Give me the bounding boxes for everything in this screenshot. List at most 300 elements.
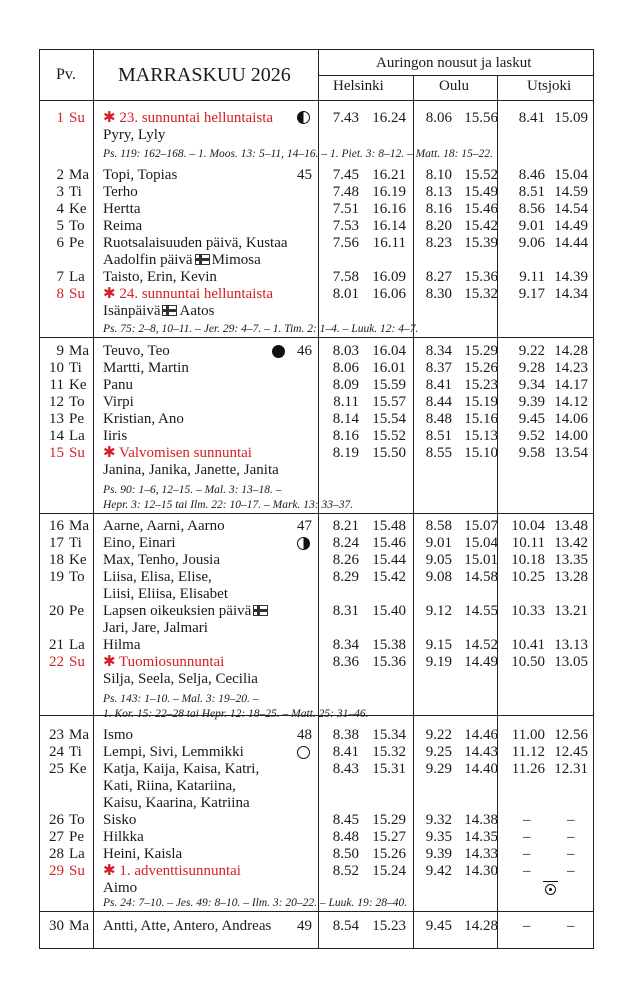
name-day: Ruotsalaisuuden päivä, Kustaa — [103, 235, 288, 251]
helsinki-sunset: 15.40 — [372, 603, 406, 619]
helsinki-sunrise: 7.56 — [332, 235, 359, 251]
helsinki-sunset: 15.42 — [372, 569, 406, 585]
helsinki-sunrise: 8.38 — [332, 727, 359, 743]
helsinki-sunset: 15.46 — [372, 535, 406, 551]
oulu-sunset: 14.33 — [464, 846, 498, 862]
day-number: 4 — [56, 201, 64, 217]
oulu-sunrise: 8.48 — [425, 411, 452, 427]
name-day: Teuvo, Teo — [103, 343, 170, 359]
last-quarter-moon-icon — [297, 111, 310, 124]
oulu-sunset: 15.36 — [464, 269, 498, 285]
column-divider-date — [93, 49, 94, 949]
oulu-sunrise: 9.35 — [425, 829, 452, 845]
name-day: Terho — [103, 184, 138, 200]
helsinki-sunset: 15.50 — [372, 445, 406, 461]
helsinki-sunset: 15.26 — [372, 846, 406, 862]
oulu-sunset: 15.23 — [464, 377, 498, 393]
weekday: To — [69, 569, 85, 585]
helsinki-sunset: 16.01 — [372, 360, 406, 376]
oulu-sunrise: 8.27 — [425, 269, 452, 285]
day-number: 21 — [49, 637, 64, 653]
helsinki-sunrise: 8.36 — [332, 654, 359, 670]
name-day: Janina, Janika, Janette, Janita — [103, 462, 279, 478]
name-day: Aarne, Aarni, Aarno — [103, 518, 225, 534]
utsjoki-sunrise: 9.45 — [518, 411, 545, 427]
oulu-sunrise: 9.01 — [425, 535, 452, 551]
helsinki-sunset: 15.57 — [372, 394, 406, 410]
reading-text: 1. Kor. 15: 22–28 tai Hepr. 12: 18–25. – Matt. 25: 31–46. — [103, 708, 369, 720]
finnish-flag-icon — [195, 254, 210, 265]
utsjoki-sunrise: 9.06 — [518, 235, 545, 251]
reading-text: Ps. 24: 7–10. – Jes. 49: 8–10. – Ilm. 3: 20–22. – Luuk. 19: 28–40. — [103, 897, 408, 909]
weekday: Ke — [69, 552, 87, 568]
utsjoki-sunrise: 11.00 — [511, 727, 545, 743]
helsinki-sunset: 15.38 — [372, 637, 406, 653]
weekday: Pe — [69, 829, 84, 845]
name-day: Panu — [103, 377, 133, 393]
helsinki-sunset: 15.24 — [372, 863, 406, 879]
city-utsjoki: Utsjoki — [527, 78, 572, 94]
helsinki-sunrise: 7.58 — [332, 269, 359, 285]
weekday: Su — [69, 286, 85, 302]
helsinki-sunset: 15.44 — [372, 552, 406, 568]
name-day: Kati, Riina, Katariina, — [103, 778, 236, 794]
finnish-flag-icon — [253, 605, 268, 616]
finnish-flag-icon — [162, 305, 177, 316]
helsinki-sunrise: 7.48 — [332, 184, 359, 200]
utsjoki-sunset: 14.39 — [554, 269, 588, 285]
utsjoki-sunset: 12.31 — [554, 761, 588, 777]
weekday: Ti — [69, 184, 82, 200]
utsjoki-sunset: 14.28 — [554, 343, 588, 359]
helsinki-sunrise: 8.11 — [333, 394, 359, 410]
helsinki-sunrise: 8.50 — [332, 846, 359, 862]
utsjoki-sunset: 15.04 — [554, 167, 588, 183]
day-number: 13 — [49, 411, 64, 427]
day-number: 2 — [56, 167, 64, 183]
name-day: Aadolfin päivä Mimosa — [103, 252, 261, 268]
utsjoki-sunrise: 11.12 — [511, 744, 545, 760]
weekday: To — [69, 812, 85, 828]
oulu-sunrise: 9.15 — [425, 637, 452, 653]
day-number: 14 — [49, 428, 64, 444]
reading-text: Hepr. 3: 12–15 tai Ilm. 22: 10–17. – Mark. 13: 33–37. — [103, 499, 354, 511]
weekday: Su — [69, 445, 85, 461]
oulu-sunrise: 8.06 — [425, 110, 452, 126]
oulu-sunrise: 8.37 — [425, 360, 452, 376]
name-day: Reima — [103, 218, 143, 234]
day-number: 18 — [49, 552, 64, 568]
helsinki-sunset: 16.04 — [372, 343, 406, 359]
name-day-extra: Mimosa — [211, 252, 261, 268]
holiday-name: ✱ 1. adventtisunnuntai — [103, 863, 241, 879]
utsjoki-sunset: 14.44 — [554, 235, 588, 251]
oulu-sunrise: 9.05 — [425, 552, 452, 568]
utsjoki-sunrise: 10.18 — [511, 552, 545, 568]
utsjoki-sunrise: 8.51 — [518, 184, 545, 200]
oulu-sunrise: 8.55 — [425, 445, 452, 461]
name-day: Ismo — [103, 727, 133, 743]
oulu-sunset: 14.30 — [464, 863, 498, 879]
helsinki-sunrise: 7.51 — [332, 201, 359, 217]
name-day: Hertta — [103, 201, 141, 217]
utsjoki-sunset: 14.00 — [554, 428, 588, 444]
utsjoki-sunset: 12.56 — [554, 727, 588, 743]
oulu-sunrise: 8.13 — [425, 184, 452, 200]
full-moon-icon — [297, 746, 310, 759]
oulu-sunrise: 9.39 — [425, 846, 452, 862]
city-oulu: Oulu — [439, 78, 469, 94]
utsjoki-sunset: 14.12 — [554, 394, 588, 410]
utsjoki-sunset: 13.28 — [554, 569, 588, 585]
oulu-sunset: 15.04 — [464, 535, 498, 551]
weekday: Ti — [69, 360, 82, 376]
utsjoki-sunset: 15.09 — [554, 110, 588, 126]
weekday: Su — [69, 110, 85, 126]
oulu-sunset: 14.55 — [464, 603, 498, 619]
oulu-sunrise: 9.08 — [425, 569, 452, 585]
oulu-sunset: 15.07 — [464, 518, 498, 534]
helsinki-sunrise: 8.06 — [332, 360, 359, 376]
reading-text: Ps. 119: 162–168. – 1. Moos. 13: 5–11, 14–16. – 1. Piet. 3: 8–12. – Matt. 18: 15–22. — [103, 148, 493, 160]
name-day: Hilma — [103, 637, 141, 653]
oulu-sunrise: 8.44 — [425, 394, 452, 410]
oulu-sunrise: 9.25 — [425, 744, 452, 760]
oulu-sunrise: 8.10 — [425, 167, 452, 183]
utsjoki-sunset: 13.35 — [554, 552, 588, 568]
oulu-sunset: 14.49 — [464, 654, 498, 670]
day-number: 26 — [49, 812, 64, 828]
utsjoki-sunrise: – — [523, 918, 531, 934]
day-number: 7 — [56, 269, 64, 285]
utsjoki-sunset: – — [567, 863, 575, 879]
oulu-sunset: 14.43 — [464, 744, 498, 760]
name-day: Isänpäivä Aatos — [103, 303, 215, 319]
helsinki-sunrise: 8.29 — [332, 569, 359, 585]
weekday: Ma — [69, 918, 89, 934]
name-day: Sisko — [103, 812, 137, 828]
name-day: Liisi, Eliisa, Elisabet — [103, 586, 228, 602]
day-number: 1 — [56, 110, 64, 126]
utsjoki-sunset: – — [567, 829, 575, 845]
header-pv: Pv. — [56, 66, 76, 83]
utsjoki-sunset: 14.54 — [554, 201, 588, 217]
reading-text: Ps. 75: 2–8, 10–11. – Jer. 29: 4–7. – 1. Tim. 2: 1–4. – Luuk. 12: 4–7. — [103, 323, 419, 335]
helsinki-sunset: 16.14 — [372, 218, 406, 234]
city-helsinki: Helsinki — [333, 78, 384, 94]
helsinki-sunrise: 8.21 — [332, 518, 359, 534]
day-number: 9 — [56, 343, 64, 359]
header-bottom-line — [39, 100, 594, 101]
utsjoki-sunset: 13.48 — [554, 518, 588, 534]
weekday: Ti — [69, 535, 82, 551]
helsinki-sunrise: 8.14 — [332, 411, 359, 427]
utsjoki-sunrise: 10.04 — [511, 518, 545, 534]
name-day: Lapsen oikeuksien päivä — [103, 603, 270, 620]
oulu-sunrise: 8.34 — [425, 343, 452, 359]
name-day: Virpi — [103, 394, 134, 410]
helsinki-sunset: 15.34 — [372, 727, 406, 743]
utsjoki-sunrise: 10.11 — [511, 535, 545, 551]
name-day: Lempi, Sivi, Lemmikki — [103, 744, 244, 760]
helsinki-sunrise: 8.16 — [332, 428, 359, 444]
oulu-sunset: 15.16 — [464, 411, 498, 427]
utsjoki-sunrise: 8.46 — [518, 167, 545, 183]
day-number: 29 — [49, 863, 64, 879]
day-number: 19 — [49, 569, 64, 585]
oulu-sunrise: 9.32 — [425, 812, 452, 828]
helsinki-sunrise: 7.53 — [332, 218, 359, 234]
helsinki-sunset: 15.59 — [372, 377, 406, 393]
utsjoki-sunrise: – — [523, 829, 531, 845]
utsjoki-sunset: 14.34 — [554, 286, 588, 302]
weekday: Ma — [69, 727, 89, 743]
first-quarter-moon-icon — [297, 537, 310, 550]
utsjoki-sunrise: 9.34 — [518, 377, 545, 393]
oulu-sunset: 15.19 — [464, 394, 498, 410]
month-title: MARRASKUU 2026 — [118, 64, 291, 86]
helsinki-sunset: 15.54 — [372, 411, 406, 427]
reading-text: Ps. 90: 1–6, 12–15. – Mal. 3: 13–18. – — [103, 484, 282, 496]
name-day: Max, Tenho, Jousia — [103, 552, 220, 568]
week-number: 49 — [297, 918, 312, 934]
helsinki-sunset: 15.36 — [372, 654, 406, 670]
polar-night-sun-icon — [545, 884, 556, 895]
helsinki-sunset: 16.06 — [372, 286, 406, 302]
helsinki-sunrise: 8.43 — [332, 761, 359, 777]
holiday-name: ✱ 24. sunnuntai helluntaista — [103, 286, 274, 302]
helsinki-sunrise: 7.45 — [332, 167, 359, 183]
weekday: Ke — [69, 761, 87, 777]
helsinki-sunrise: 8.24 — [332, 535, 359, 551]
helsinki-sunrise: 8.52 — [332, 863, 359, 879]
name-day-extra: Aatos — [179, 303, 215, 319]
helsinki-sunset: 16.16 — [372, 201, 406, 217]
name-day: Hilkka — [103, 829, 144, 845]
week-separator — [39, 513, 594, 514]
utsjoki-sunset: 14.59 — [554, 184, 588, 200]
utsjoki-sunset: 13.42 — [554, 535, 588, 551]
weekday: La — [69, 269, 85, 285]
oulu-sunrise: 8.20 — [425, 218, 452, 234]
utsjoki-sunset: – — [567, 846, 575, 862]
weekday: Pe — [69, 603, 84, 619]
name-day: Katja, Kaija, Kaisa, Katri, — [103, 761, 260, 777]
oulu-sunset: 14.35 — [464, 829, 498, 845]
helsinki-sunset: 16.11 — [372, 235, 406, 251]
name-day: Antti, Atte, Antero, Andreas — [103, 918, 272, 934]
utsjoki-sunrise: 9.39 — [518, 394, 545, 410]
utsjoki-sunset: 14.49 — [554, 218, 588, 234]
helsinki-sunset: 15.27 — [372, 829, 406, 845]
utsjoki-sunrise: 10.25 — [511, 569, 545, 585]
utsjoki-sunrise: 9.28 — [518, 360, 545, 376]
day-number: 16 — [49, 518, 64, 534]
holiday-name: ✱ Tuomiosunnuntai — [103, 654, 225, 670]
utsjoki-sunset: 13.21 — [554, 603, 588, 619]
weekday: La — [69, 846, 85, 862]
day-number: 24 — [49, 744, 64, 760]
name-day: Pyry, Lyly — [103, 127, 166, 143]
helsinki-sunrise: 8.09 — [332, 377, 359, 393]
helsinki-sunset: 15.23 — [372, 918, 406, 934]
week-separator — [39, 337, 594, 338]
oulu-sunset: 14.46 — [464, 727, 498, 743]
name-day: Topi, Topias — [103, 167, 178, 183]
oulu-sunrise: 8.58 — [425, 518, 452, 534]
week-number: 47 — [297, 518, 312, 534]
utsjoki-sunrise: 9.01 — [518, 218, 545, 234]
oulu-sunset: 15.46 — [464, 201, 498, 217]
helsinki-sunrise: 8.03 — [332, 343, 359, 359]
day-number: 23 — [49, 727, 64, 743]
helsinki-sunrise: 8.26 — [332, 552, 359, 568]
helsinki-sunset: 16.21 — [372, 167, 406, 183]
helsinki-sunset: 15.31 — [372, 761, 406, 777]
weekday: Ke — [69, 201, 87, 217]
name-day: Heini, Kaisla — [103, 846, 183, 862]
weekday: Su — [69, 654, 85, 670]
name-day: Taisto, Erin, Kevin — [103, 269, 217, 285]
day-number: 5 — [56, 218, 64, 234]
name-day: Silja, Seela, Selja, Cecilia — [103, 671, 258, 687]
helsinki-sunrise: 8.34 — [332, 637, 359, 653]
name-day: Kristian, Ano — [103, 411, 184, 427]
utsjoki-sunrise: 11.26 — [511, 761, 545, 777]
utsjoki-sunrise: 10.33 — [511, 603, 545, 619]
oulu-sunset: 14.40 — [464, 761, 498, 777]
oulu-sunset: 15.10 — [464, 445, 498, 461]
helsinki-sunset: 15.32 — [372, 744, 406, 760]
name-day: Kaisu, Kaarina, Katriina — [103, 795, 250, 811]
week-number: 48 — [297, 727, 312, 743]
day-number: 11 — [49, 377, 64, 393]
name-day: Aimo — [103, 880, 138, 896]
name-day: Jari, Jare, Jalmari — [103, 620, 208, 636]
oulu-sunset: 14.38 — [464, 812, 498, 828]
utsjoki-sunrise: 8.41 — [518, 110, 545, 126]
utsjoki-sunset: 12.45 — [554, 744, 588, 760]
column-divider-oulu — [413, 75, 414, 949]
oulu-sunrise: 9.42 — [425, 863, 452, 879]
oulu-sunset: 15.26 — [464, 360, 498, 376]
name-day: Iiris — [103, 428, 128, 444]
oulu-sunrise: 9.29 — [425, 761, 452, 777]
new-moon-icon — [272, 345, 285, 358]
day-number: 30 — [49, 918, 64, 934]
utsjoki-sunset: 14.17 — [554, 377, 588, 393]
utsjoki-sunset: – — [567, 812, 575, 828]
oulu-sunset: 15.42 — [464, 218, 498, 234]
helsinki-sunrise: 8.54 — [332, 918, 359, 934]
day-number: 28 — [49, 846, 64, 862]
utsjoki-sunrise: 9.52 — [518, 428, 545, 444]
reading-text: Ps. 143: 1–10. – Mal. 3: 19–20. – — [103, 693, 259, 705]
day-number: 12 — [49, 394, 64, 410]
utsjoki-sunrise: 9.11 — [519, 269, 545, 285]
name-day: Martti, Martin — [103, 360, 189, 376]
oulu-sunset: 15.39 — [464, 235, 498, 251]
sun-times-title: Auringon nousut ja laskut — [376, 55, 532, 71]
weekday: To — [69, 218, 85, 234]
oulu-sunset: 15.29 — [464, 343, 498, 359]
weekday: Ma — [69, 343, 89, 359]
day-number: 6 — [56, 235, 64, 251]
utsjoki-sunrise: 10.50 — [511, 654, 545, 670]
utsjoki-sunrise: – — [523, 846, 531, 862]
day-number: 20 — [49, 603, 64, 619]
name-day: Liisa, Elisa, Elise, — [103, 569, 212, 585]
utsjoki-sunset: 14.06 — [554, 411, 588, 427]
holiday-name: ✱ Valvomisen sunnuntai — [103, 445, 252, 461]
utsjoki-sunset: 14.23 — [554, 360, 588, 376]
oulu-sunrise: 8.30 — [425, 286, 452, 302]
day-number: 15 — [49, 445, 64, 461]
helsinki-sunrise: 8.01 — [332, 286, 359, 302]
oulu-sunset: 15.52 — [464, 167, 498, 183]
weekday: Ma — [69, 518, 89, 534]
holiday-name: ✱ 23. sunnuntai helluntaista — [103, 110, 274, 126]
helsinki-sunset: 15.29 — [372, 812, 406, 828]
utsjoki-sunrise: 9.22 — [518, 343, 545, 359]
weekday: Su — [69, 863, 85, 879]
utsjoki-sunrise: 10.41 — [511, 637, 545, 653]
weekday: Pe — [69, 235, 84, 251]
day-number: 17 — [49, 535, 64, 551]
oulu-sunrise: 9.19 — [425, 654, 452, 670]
weekday: Ti — [69, 744, 82, 760]
helsinki-sunset: 15.48 — [372, 518, 406, 534]
helsinki-sunset: 16.19 — [372, 184, 406, 200]
weekday: Ke — [69, 377, 87, 393]
utsjoki-sunrise: 9.17 — [518, 286, 545, 302]
weekday: La — [69, 637, 85, 653]
utsjoki-sunset: 13.05 — [554, 654, 588, 670]
week-number: 45 — [297, 167, 312, 183]
oulu-sunrise: 9.45 — [425, 918, 452, 934]
oulu-sunset: 14.58 — [464, 569, 498, 585]
weekday: To — [69, 394, 85, 410]
weekday: Ma — [69, 167, 89, 183]
helsinki-sunset: 16.09 — [372, 269, 406, 285]
utsjoki-sunrise: 8.56 — [518, 201, 545, 217]
utsjoki-sunrise: – — [523, 863, 531, 879]
helsinki-sunrise: 7.43 — [332, 110, 359, 126]
day-number: 22 — [49, 654, 64, 670]
sun-header-line — [318, 75, 594, 76]
oulu-sunset: 15.32 — [464, 286, 498, 302]
week-separator — [39, 911, 594, 912]
weekday: Pe — [69, 411, 84, 427]
helsinki-sunset: 16.24 — [372, 110, 406, 126]
oulu-sunset: 15.56 — [464, 110, 498, 126]
helsinki-sunset: 15.52 — [372, 428, 406, 444]
week-number: 46 — [297, 343, 312, 359]
weekday: La — [69, 428, 85, 444]
utsjoki-sunrise: – — [523, 812, 531, 828]
oulu-sunset: 14.28 — [464, 918, 498, 934]
helsinki-sunrise: 8.45 — [332, 812, 359, 828]
oulu-sunset: 15.49 — [464, 184, 498, 200]
helsinki-sunrise: 8.19 — [332, 445, 359, 461]
oulu-sunrise: 8.23 — [425, 235, 452, 251]
name-day: Eino, Einari — [103, 535, 176, 551]
day-number: 8 — [56, 286, 64, 302]
day-number: 25 — [49, 761, 64, 777]
oulu-sunrise: 8.41 — [425, 377, 452, 393]
helsinki-sunrise: 8.41 — [332, 744, 359, 760]
oulu-sunset: 15.01 — [464, 552, 498, 568]
